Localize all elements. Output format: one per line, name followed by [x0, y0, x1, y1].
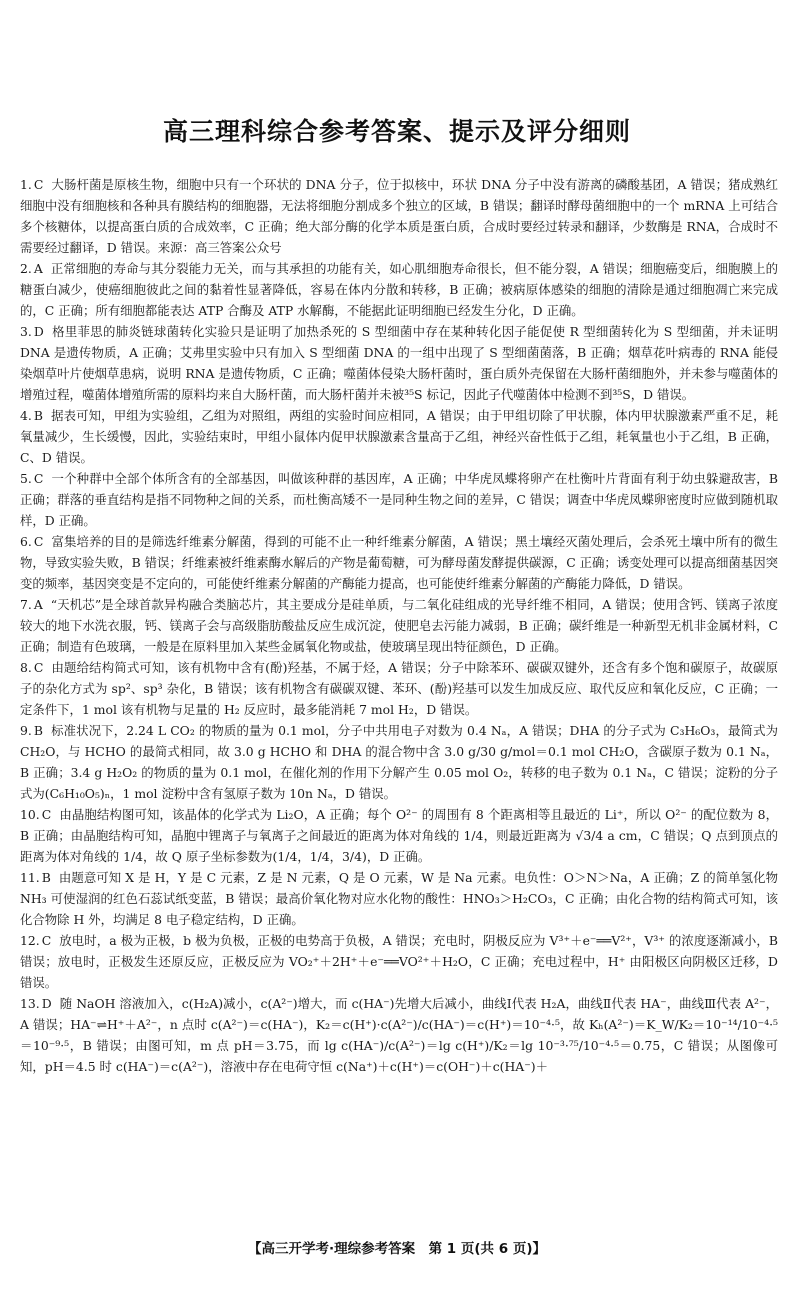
- answer-choice: D: [41, 996, 52, 1011]
- answer-item: [20, 405, 778, 468]
- answer-list: [20, 174, 778, 1077]
- answer-choice: C: [41, 807, 52, 822]
- explanation-text: 格里菲思的肺炎链球菌转化实验只是证明了加热杀死的 S 型细菌中存在某种转化因子能促使 R 型细菌转化为 S 型细菌，并未证明 DNA 是遗传物质，A 正确；艾弗里实验中只有加入 S 型细菌 DNA 的一组中出现了 S 型细菌菌落，B 正确；烟草花叶病毒的 RNA 能侵染烟草叶片使烟草患病，说明 RNA 是遗传物质，C 正确；噬菌体侵染大肠杆菌时，蛋白质外壳保留在大肠杆菌细胞外，并未参与噬菌体的增殖过程，噬菌体增殖所需的原料均来自大肠杆菌，而大肠杆菌并未被³⁵S 标记，因此子代噬菌体中检测不到³⁵S，D 错误。: [20, 324, 778, 402]
- page-title: 高三理科综合参考答案、提示及评分细则: [162, 117, 631, 146]
- answer-item: [20, 993, 778, 1077]
- answer-choice: B: [41, 870, 51, 885]
- explanation-text: 放电时，a 极为正极，b 极为负极，正极的电势高于负极，A 错误；充电时，阴极反应为 V³⁺＋e⁻══V²⁺，V³⁺ 的浓度逐渐减小，B 错误；放电时，正极发生还原反应，正极反应为 VO₂⁺＋2H⁺＋e⁻══VO²⁺＋H₂O，C 正确；充电过程中，H⁺ 由阳极区向阴极区迁移，D 错误。: [20, 933, 778, 990]
- explanation-text: 由题意可知 X 是 H，Y 是 C 元素，Z 是 N 元素，Q 是 O 元素，W 是 Na 元素。电负性：O＞N＞Na，A 正确；Z 的简单氢化物 NH₃ 可使湿润的红色石蕊试纸变蓝，B 错误；最高价氧化物对应水化物的酸性：HNO₃＞H₂CO₃，C 正确；由化合物的结构简式可知，该化合物除 H 外，均满足 8 电子稳定结构，D 正确。: [20, 870, 778, 927]
- answer-item: [20, 720, 778, 804]
- answer-item: [20, 804, 778, 867]
- explanation-text: “天机芯”是全球首款异构融合类脑芯片，其主要成分是硅单质，与二氧化硅组成的光导纤维不相同，A 错误；使用含钙、镁离子浓度较大的地下水洗衣服，钙、镁离子会与高级脂肪酸盐反应生成沉淀，使肥皂去污能力减弱，B 正确；碳纤维是一种新型无机非金属材料，C 正确；制造有色玻璃，一般是在原料里加入某些金属氧化物或盐，使玻璃呈现出特征颜色，D 正确。: [20, 597, 778, 654]
- explanation-text: 一个种群中全部个体所含有的全部基因，叫做该种群的基因库，A 正确；中华虎凤蝶将卵产在杜衡叶片背面有利于幼虫躲避敌害，B 正确；群落的垂直结构是指不同物种之间的关系，而杜衡高矮不一是同种生物之间的差异，C 错误；调查中华虎凤蝶卵密度时应做到随机取样，D 正确。: [20, 471, 778, 528]
- question-number: 6.: [20, 534, 32, 549]
- answer-item: [20, 258, 778, 321]
- question-number: 4.: [20, 408, 32, 423]
- answer-choice: C: [33, 534, 44, 549]
- explanation-text: 据表可知，甲组为实验组，乙组为对照组，两组的实验时间应相同，A 错误；由于甲组切除了甲状腺，体内甲状腺激素严重不足，耗氧量减少，生长缓慢，因此，实验结束时，甲组小鼠体内促甲状腺激素含量高于乙组，神经兴奋性低于乙组，耗氧量也小于乙组，B 正确，C、D 错误。: [20, 408, 778, 465]
- question-number: 11.: [20, 870, 40, 885]
- explanation-text: 由晶胞结构图可知，该晶体的化学式为 Li₂O，A 正确；每个 O²⁻ 的周围有 8 个距离相等且最近的 Li⁺，所以 O²⁻ 的配位数为 8，B 正确；由晶胞结构可知，晶胞中锂离子与氧离子之间最近的距离为体对角线的 1/4，则最近距离为 √3/4 a cm，C 错误；Q 点到顶点的距离为体对角线的 1/4，故 Q 原子坐标参数为(1/4，1/4，3/4)，D 正确。: [20, 807, 778, 864]
- question-number: 1.: [20, 177, 32, 192]
- answer-choice: C: [41, 933, 52, 948]
- explanation-text: 正常细胞的寿命与其分裂能力无关，而与其承担的功能有关，如心肌细胞寿命很长，但不能分裂，A 错误；细胞癌变后，细胞膜上的糖蛋白减少，使癌细胞彼此之间的黏着性显著降低，容易在体内分散和转移，B 正确；被病原体感染的细胞的清除是通过细胞凋亡来完成的，C 正确；所有细胞都能表达 ATP 合酶及 ATP 水解酶，不能据此证明细胞已经发生分化，D 正确。: [20, 261, 778, 318]
- answer-item: [20, 321, 778, 405]
- question-number: 10.: [20, 807, 40, 822]
- answer-choice: A: [33, 261, 43, 276]
- answer-choice: C: [33, 660, 44, 675]
- question-number: 13.: [20, 996, 40, 1011]
- question-number: 5.: [20, 471, 32, 486]
- answer-item: [20, 930, 778, 993]
- question-number: 8.: [20, 660, 32, 675]
- explanation-text: 大肠杆菌是原核生物，细胞中只有一个环状的 DNA 分子，位于拟核中，环状 DNA 分子中没有游离的磷酸基团，A 错误；猪成熟红细胞中没有细胞核和各种具有膜结构的细胞器，无法将细胞分割成多个独立的区域，B 错误；翻译时酵母菌细胞中的一个 mRNA 上可结合多个核糖体，以提高蛋白质的合成效率，C 正确；绝大部分酶的化学本质是蛋白质，合成时要经过转录和翻译，少数酶是 RNA，合成时不需要经过翻译，D 错误。来源：高三答案公众号: [20, 177, 778, 255]
- answer-choice: D: [33, 324, 44, 339]
- answer-item: [20, 594, 778, 657]
- answer-choice: C: [33, 177, 44, 192]
- answer-choice: C: [33, 471, 44, 486]
- question-number: 2.: [20, 261, 32, 276]
- explanation-text: 由题给结构简式可知，该有机物中含有(酚)羟基，不属于烃，A 错误；分子中除苯环、碳碳双键外，还含有多个饱和碳原子，故碳原子的杂化方式为 sp²、sp³ 杂化，B 错误；该有机物含有碳碳双键、苯环、(酚)羟基可以发生加成反应、取代反应和氧化反应，C 正确；一定条件下，1 mol 该有机物与足量的 H₂ 反应时，最多能消耗 7 mol H₂，D 错误。: [20, 660, 778, 717]
- question-number: 12.: [20, 933, 40, 948]
- answer-item: [20, 657, 778, 720]
- explanation-text: 标准状况下，2.24 L CO₂ 的物质的量为 0.1 mol，分子中共用电子对数为 0.4 Nₐ，A 错误；DHA 的分子式为 C₃H₆O₃，最简式为 CH₂O，与 HCHO 的最简式相同，故 3.0 g HCHO 和 DHA 的混合物中含 3.0 g/30 g/mol＝0.1 mol CH₂O，含碳原子数为 0.1 Nₐ，B 正确；3.4 g H₂O₂ 的物质的量为 0.1 mol，在催化剂的作用下分解产生 0.05 mol O₂，转移的电子数为 0.1 Nₐ，C 错误；淀粉的分子式为(C₆H₁₀O₅)ₙ，1 mol 淀粉中含有氢原子数为 10n Nₐ，D 错误。: [20, 723, 778, 801]
- answer-item: [20, 867, 778, 930]
- answer-choice: A: [33, 597, 43, 612]
- answer-choice: B: [33, 408, 43, 423]
- question-number: 7.: [20, 597, 32, 612]
- question-number: 3.: [20, 324, 32, 339]
- answer-item: [20, 174, 778, 258]
- explanation-text: 随 NaOH 溶液加入，c(H₂A)减小，c(A²⁻)增大，而 c(HA⁻)先增大后减小，曲线Ⅰ代表 H₂A，曲线Ⅱ代表 HA⁻，曲线Ⅲ代表 A²⁻，A 错误；HA⁻⇌H⁺＋A²⁻，n 点时 c(A²⁻)＝c(HA⁻)，K₂＝c(H⁺)·c(A²⁻)/c(HA⁻)＝c(H⁺)＝10⁻⁴·⁵，故 Kₕ(A²⁻)＝K_W/K₂＝10⁻¹⁴/10⁻⁴·⁵＝10⁻⁹·⁵，B 错误；由图可知，m 点 pH＝3.75，而 lg c(HA⁻)/c(A²⁻)＝lg c(H⁺)/K₂＝lg 10⁻³·⁷⁵/10⁻⁴·⁵＝0.75，C 错误；从图像可知，pH＝4.5 时 c(HA⁻)＝c(A²⁻)，溶液中存在电荷守恒 c(Na⁺)＋c(H⁺)＝c(OH⁻)＋c(HA⁻)＋: [20, 996, 778, 1074]
- answer-choice: B: [33, 723, 43, 738]
- answer-item: [20, 531, 778, 594]
- page-footer: 【高三开学考·理综参考答案 第 1 页(共 6 页)】: [247, 1241, 547, 1257]
- answer-item: [20, 468, 778, 531]
- explanation-text: 富集培养的目的是筛选纤维素分解菌，得到的可能不止一种纤维素分解菌，A 错误；黑土壤经灭菌处理后，会杀死土壤中所有的微生物，导致实验失败，B 错误；纤维素被纤维素酶水解后的产物是葡萄糖，可为酵母菌发酵提供碳源，C 正确；诱变处理可以提高细菌基因突变的频率，基因突变是不定向的，可能使纤维素分解菌的产酶能力提高，也可能使纤维素分解菌的产酶能力降低，D 错误。: [20, 534, 778, 591]
- question-number: 9.: [20, 723, 32, 738]
